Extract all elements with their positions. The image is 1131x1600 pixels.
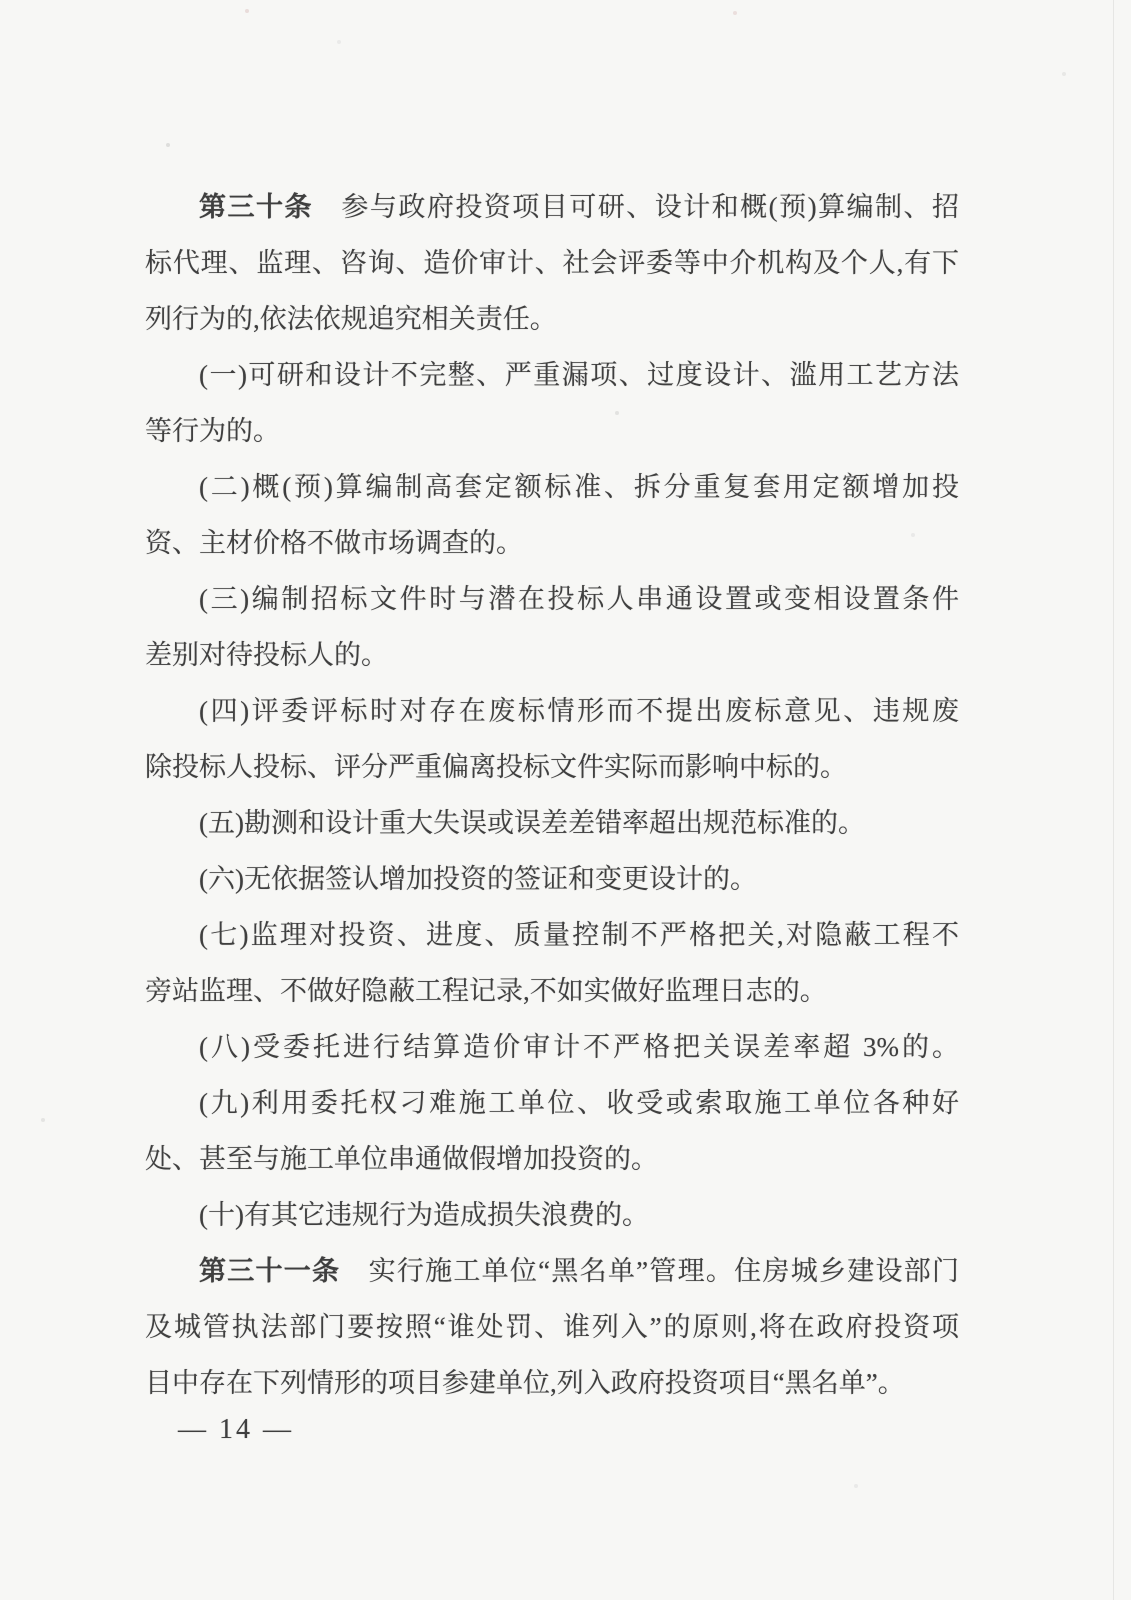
page-number: — 14 — (178, 1414, 294, 1445)
article-number: 第三十条 (199, 192, 313, 222)
line-text: 除投标人投标、评分严重偏离投标文件实际而影响中标的。 (145, 752, 847, 782)
line-text: (八)受委托进行结算造价审计不严格把关误差率超 3%的。 (199, 1032, 959, 1062)
text-line (145, 347, 959, 403)
line-text: 等行为的。 (145, 416, 280, 446)
text-line (145, 235, 959, 291)
text-line (145, 459, 959, 515)
article-number: 第三十一条 (199, 1256, 341, 1286)
text-line (145, 1299, 959, 1355)
text-line (145, 291, 959, 347)
text-line (145, 403, 959, 459)
text-line (145, 1075, 959, 1131)
text-line (145, 1131, 959, 1187)
line-text: (五)勘测和设计重大失误或误差差错率超出规范标准的。 (199, 808, 865, 838)
page-edge-shadow (1113, 0, 1114, 1600)
document-body (145, 179, 959, 1411)
text-line (145, 515, 959, 571)
text-line (145, 1019, 959, 1075)
text-line (145, 739, 959, 795)
line-text: 差别对待投标人的。 (145, 640, 388, 670)
line-text: (六)无依据签认增加投资的签证和变更设计的。 (199, 864, 757, 894)
text-line (145, 571, 959, 627)
line-text: (十)有其它违规行为造成损失浪费的。 (199, 1200, 649, 1230)
line-text: (四)评委评标时对存在废标情形而不提出废标意见、违规废 (199, 696, 959, 726)
text-line (145, 1187, 959, 1243)
line-text: 旁站监理、不做好隐蔽工程记录,不如实做好监理日志的。 (145, 976, 827, 1006)
text-line (145, 907, 959, 963)
line-text: (七)监理对投资、进度、质量控制不严格把关,对隐蔽工程不 (199, 920, 959, 950)
scan-noise-specks (0, 0, 2, 2)
text-line (145, 683, 959, 739)
text-line (145, 627, 959, 683)
line-text: 处、甚至与施工单位串通做假增加投资的。 (145, 1144, 658, 1174)
line-text: 标代理、监理、咨询、造价审计、社会评委等中介机构及个人,有下 (145, 248, 959, 278)
text-line (145, 179, 959, 235)
text-line (145, 795, 959, 851)
line-text: (九)利用委托权刁难施工单位、收受或索取施工单位各种好 (199, 1088, 959, 1118)
line-text: 及城管执法部门要按照“谁处罚、谁列入”的原则,将在政府投资项 (145, 1312, 959, 1342)
text-line (145, 1355, 959, 1411)
line-text: (一)可研和设计不完整、严重漏项、过度设计、滥用工艺方法 (199, 360, 959, 390)
line-text: 目中存在下列情形的项目参建单位,列入政府投资项目“黑名单”。 (145, 1368, 905, 1398)
line-text: 实行施工单位“黑名单”管理。住房城乡建设部门 (340, 1256, 959, 1286)
text-line (145, 1243, 959, 1299)
text-line (145, 851, 959, 907)
line-text: 资、主材价格不做市场调查的。 (145, 528, 523, 558)
line-text: 列行为的,依法依规追究相关责任。 (145, 304, 557, 334)
line-text: (三)编制招标文件时与潜在投标人串通设置或变相设置条件 (199, 584, 959, 614)
text-line (145, 963, 959, 1019)
line-text: (二)概(预)算编制高套定额标准、拆分重复套用定额增加投 (199, 472, 959, 502)
line-text: 参与政府投资项目可研、设计和概(预)算编制、招 (312, 192, 959, 222)
